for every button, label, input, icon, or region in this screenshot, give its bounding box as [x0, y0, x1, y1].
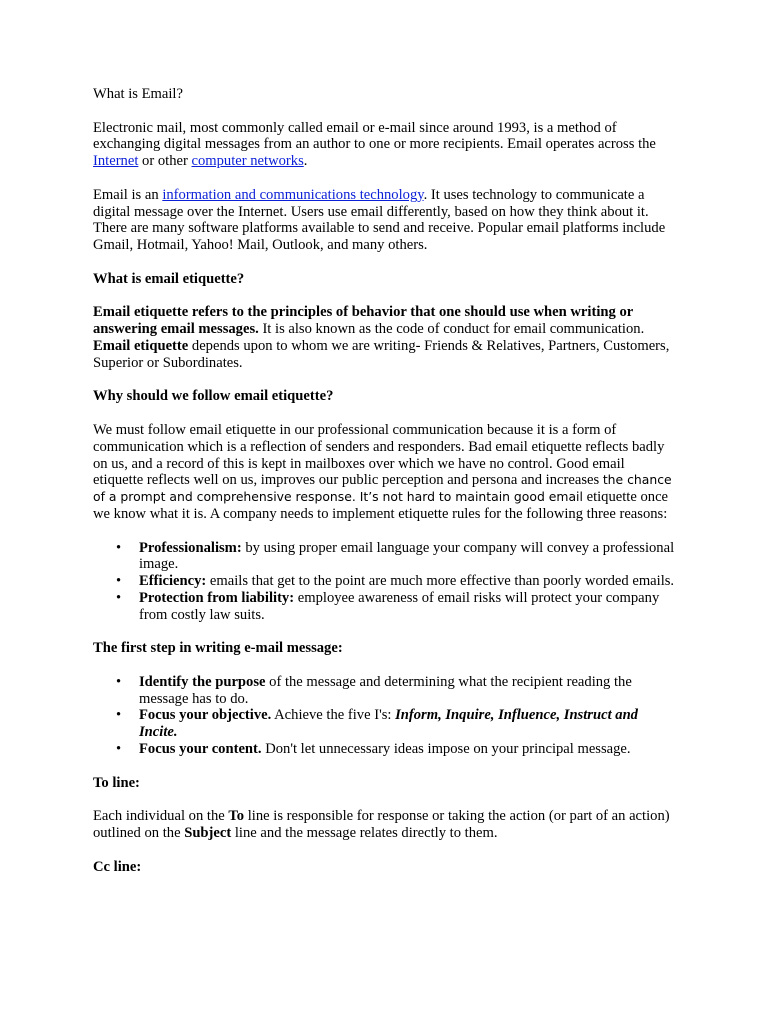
- steps-list: [93, 674, 678, 758]
- bullet-icon: •: [116, 539, 122, 556]
- text: or other: [138, 153, 192, 170]
- text: depends upon to whom we are writing- Friends & Relatives, Partners, Customers, Superior or Subordinates.: [93, 337, 670, 371]
- text: Achieve the five I's:: [271, 707, 396, 724]
- bold-term: Identify the purpose: [139, 673, 266, 690]
- text: by using proper email language your company will convey a professional image.: [139, 539, 675, 573]
- bold-term: To: [228, 808, 245, 825]
- bullet-icon: •: [116, 741, 122, 758]
- text: . It uses technology to communicate a digital message over the Internet. Users use email differently, based on how they think about it. There are many software platforms available to send and receive. Popular email platforms include Gmail, Hotmail, Yahoo! Mail, Outlook, and many others.: [93, 186, 666, 254]
- list-item: [93, 573, 678, 590]
- heading-why-etiquette: Why should we follow email etiquette?: [93, 388, 334, 405]
- text: line and the message relates directly to them.: [231, 825, 498, 842]
- bold-italic-text: Inform, Inquire, Influence, Instruct and Incite.: [139, 707, 638, 741]
- paragraph-to-line: [93, 808, 678, 842]
- bullet-icon: •: [116, 589, 122, 606]
- list-item: [93, 707, 678, 741]
- heading-to-line: To line:: [93, 774, 140, 791]
- paragraph-why-etiquette: [93, 422, 678, 523]
- text: Email is an: [93, 186, 163, 203]
- list-item: [93, 741, 678, 758]
- link-computer-networks[interactable]: computer networks: [191, 153, 304, 170]
- heading-email-etiquette: What is email etiquette?: [93, 270, 245, 287]
- bold-term: Focus your content.: [139, 741, 262, 758]
- bold-term: Protection from liability:: [139, 589, 295, 606]
- bold-term: Email etiquette: [93, 337, 189, 354]
- heading-first-step: The first step in writing e-mail message:: [93, 640, 343, 657]
- link-ict[interactable]: information and communications technology: [162, 186, 424, 203]
- text: emails that get to the point are much more effective than poorly worded emails.: [206, 573, 675, 590]
- text: We must follow email etiquette in our professional communication because it is a form of communication which is a reflection of senders and responders. Bad email etiquette reflects badly on us, and a record of this is kept in mailboxes over which we have no control. Good email etiquette reflects well on us, improves our public perception and persona and increases: [93, 421, 665, 489]
- document-page: [93, 86, 678, 892]
- bold-term: Professionalism:: [139, 539, 242, 556]
- bold-lead: Email etiquette refers to the principles of behavior that one should use when writing or answering email messages.: [93, 304, 633, 338]
- bold-term: Focus your objective.: [139, 707, 272, 724]
- reasons-list: [93, 540, 678, 624]
- text: Don't let unnecessary ideas impose on your principal message.: [261, 741, 631, 758]
- bold-term: Subject: [184, 825, 232, 842]
- text: Electronic mail, most commonly called email or e-mail since around 1993, is a method of exchanging digital messages from an author to one or more recipients. Email operates across the: [93, 119, 656, 153]
- bold-term: Efficiency:: [139, 573, 207, 590]
- text: of the message and determining what the recipient reading the message has to do.: [139, 673, 632, 707]
- text: employee awareness of email risks will protect your company from costly law suits.: [139, 589, 660, 623]
- text: Each individual on the: [93, 808, 229, 825]
- heading-cc-line: Cc line:: [93, 858, 142, 875]
- bullet-icon: •: [116, 673, 122, 690]
- text: line is responsible for response or taking the action (or part of an action) outlined on the: [93, 808, 670, 842]
- bullet-icon: •: [116, 707, 122, 724]
- text: It is also known as the code of conduct for email communication.: [258, 321, 645, 338]
- link-internet[interactable]: Internet: [93, 153, 139, 170]
- sans-text: the chance of a prompt and comprehensive response. It’s not hard to maintain good email: [93, 472, 672, 505]
- text: etiquette once we know what it is. A company needs to implement etiquette rules for the following three reasons:: [93, 489, 669, 522]
- list-item: [93, 674, 678, 708]
- paragraph-etiquette-definition: [93, 304, 678, 371]
- heading-what-is-email: What is Email?: [93, 86, 183, 102]
- list-item: [93, 540, 678, 574]
- bullet-icon: •: [116, 573, 122, 590]
- paragraph-email-definition: [93, 120, 678, 170]
- list-item: [93, 590, 678, 624]
- paragraph-email-ict: [93, 187, 678, 254]
- text: .: [303, 153, 308, 170]
